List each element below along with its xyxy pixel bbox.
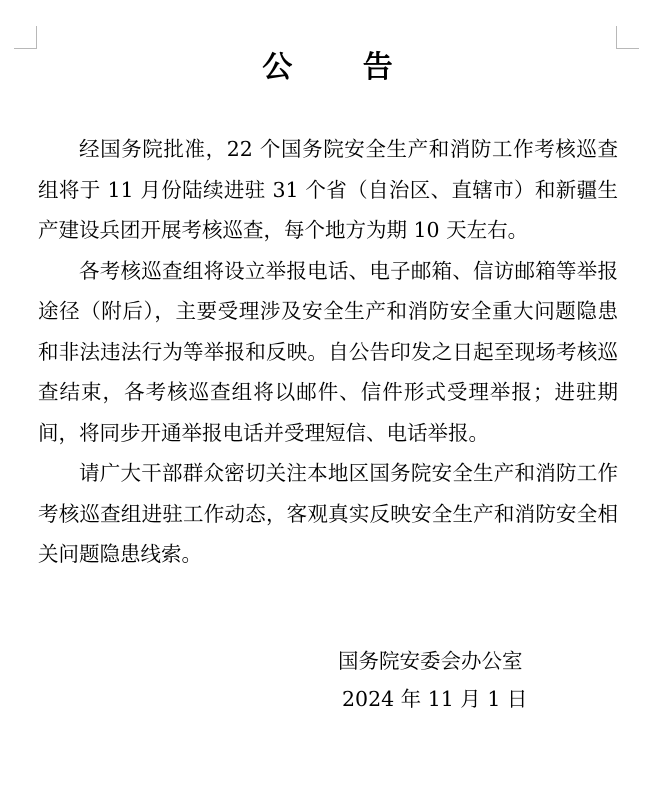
paragraph-reporting-channels: 各考核巡查组将设立举报电话、电子邮箱、信访邮箱等举报途径（附后），主要受理涉及安全生产和消防安全重大问题隐患和非法违法行为等举报和反映。自公告印发之日起至现场考核巡查结束，各考核巡查组将以邮件、信件形式受理举报；进驻期间，将同步开通举报电话并受理短信、电话举报。 (38, 258, 618, 445)
issue-date: 2024 年 11 月 1 日 (342, 687, 528, 711)
announcement-body (38, 129, 618, 575)
paragraph-approval: 经国务院批准，22 个国务院安全生产和消防工作考核巡查组将于 11 月份陆续进驻 31 个省（自治区、直辖市）和新疆生产建设兵团开展考核巡查，每个地方为期 10 天左右。 (38, 137, 618, 242)
issuing-organization: 国务院安委会办公室 (338, 649, 523, 673)
signature-block (338, 642, 527, 718)
paragraph-public-appeal: 请广大干部群众密切关注本地区国务院安全生产和消防工作考核巡查组进驻工作动态，客观真实反映安全生产和消防安全相关问题隐患线索。 (38, 461, 618, 566)
announcement-title: 公 告 (262, 50, 423, 85)
